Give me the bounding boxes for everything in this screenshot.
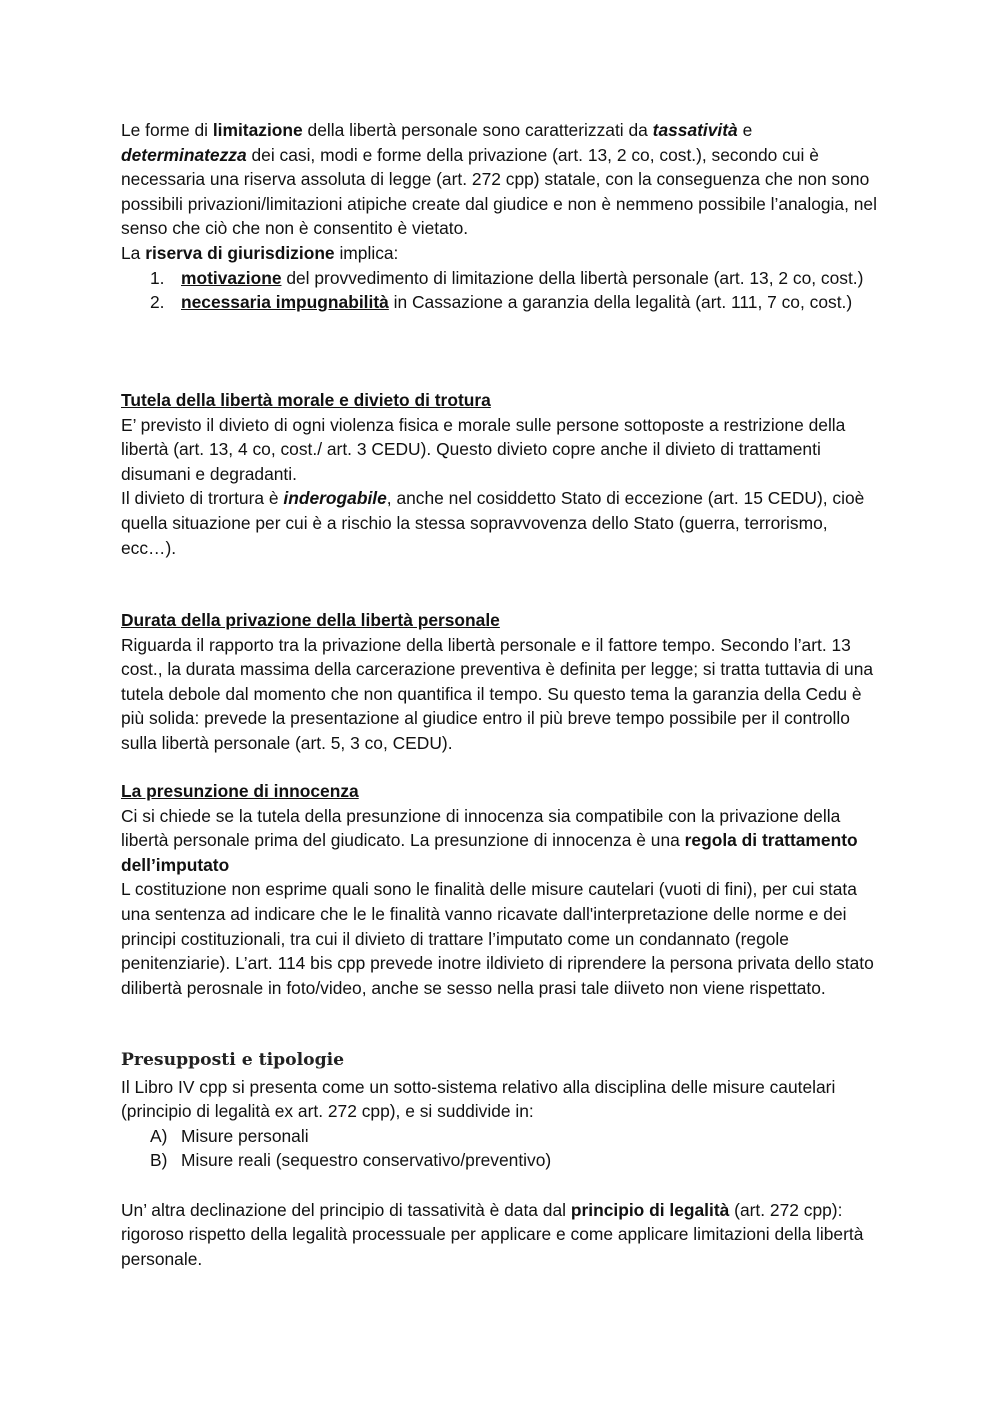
underlined-term: necessaria impugnabilità xyxy=(181,292,389,313)
paragraph: L costituzione non esprime quali sono le finalità delle misure cautelari (vuoti di fini), per cui stata una sentenza ad indicare che le le finalità vanno ricavate dall'interpretazione delle norme e dei principi costituzionali, tra cui il divieto di trattare l’imputato come un condannato (regole penitenziarie). L’art. 114 bis cpp prevede inotre ildivieto di riprendere la persona privata dello stato dilibertà perosnale in foto/video, anche se sesso nella prasi tale diiveto non viene rispettato. xyxy=(121,879,874,998)
bold-italic-term: inderogabile xyxy=(283,488,387,509)
text-run: Il divieto di trortura è xyxy=(121,488,284,509)
section-presupposti xyxy=(121,1047,881,1271)
text-run: Misure personali xyxy=(181,1125,309,1146)
section-presunzione xyxy=(121,779,881,1000)
lettered-list xyxy=(121,1124,881,1173)
bold-term: regola di trattamento dell’imputato xyxy=(121,830,858,875)
paragraph xyxy=(121,1198,881,1272)
section-heading: Durata della privazione della libertà personale xyxy=(121,610,500,630)
text-run: della libertà personale sono caratterizzati da xyxy=(302,120,653,140)
section-heading: Presupposti e tipologie xyxy=(121,1050,345,1070)
numbered-list xyxy=(121,266,881,315)
section-durata xyxy=(121,608,881,756)
intro-paragraph-2 xyxy=(121,241,881,266)
bold-term: principio di legalità xyxy=(570,1199,730,1220)
bold-italic-term: determinatezza xyxy=(121,144,247,165)
text-run: e xyxy=(737,120,753,140)
text-run: implica: xyxy=(334,242,399,263)
list-item xyxy=(121,1148,881,1173)
text-run: del provvedimento di limitazione della libertà personale (art. 13, 2 co, cost.) xyxy=(281,267,864,288)
underlined-term: motivazione xyxy=(181,267,282,288)
list-item xyxy=(121,266,881,291)
bold-term: riserva di giurisdizione xyxy=(145,242,335,263)
text-run: in Cassazione a garanzia della legalità (art. 111, 7 co, cost.) xyxy=(388,292,853,313)
paragraph: E’ previsto il divieto di ogni violenza fisica e morale sulle persone sottoposte a restrizione della libertà (art. 13, 4 co, cost./ art. 3 CEDU). Questo divieto copre anche il divieto di trattamenti disumani e degradanti. xyxy=(121,414,846,484)
text-run: La xyxy=(121,242,146,263)
text-run: Le forme di xyxy=(121,120,213,140)
list-number: 1. xyxy=(150,267,165,288)
list-number: 2. xyxy=(150,292,165,313)
intro-paragraph xyxy=(121,118,881,241)
section-morale xyxy=(121,388,881,560)
section-heading: Tutela della libertà morale e divieto di trotura xyxy=(121,390,491,410)
text-run: dei casi, modi e forme della privazione (art. 13, 2 co, cost.), secondo cui è necessaria una riserva assoluta di legge (art. 272 cpp) statale, con la conseguenza che non sono possibili privazioni/limitazioni atipiche create dal giudice e non è nemmeno possibile l’analogia, nel senso che ciò che non è consentito è vietato. xyxy=(121,144,877,239)
text-run: , anche nel cosiddetto Stato di eccezione (art. 15 CEDU), cioè quella situazione per cui è a rischio la stessa sopravvovenza dello Stato (guerra, terrorismo, ecc…). xyxy=(121,488,865,558)
section-heading: La presunzione di innocenza xyxy=(121,781,359,801)
intro-section xyxy=(121,118,881,315)
text-run: (art. 272 cpp): rigoroso rispetto della legalità processuale per applicare e come applicare limitazioni della libertà personale. xyxy=(121,1199,864,1269)
text-run: Ci si chiede se la tutela della presunzione di innocenza sia compatibile con la privazione della libertà personale prima del giudicato. La presunzione di innocenza è una xyxy=(121,805,841,851)
list-letter: A) xyxy=(150,1125,168,1146)
paragraph xyxy=(121,804,881,878)
list-item xyxy=(121,290,881,315)
paragraph: Riguarda il rapporto tra la privazione della libertà personale e il fattore tempo. Secondo l’art. 13 cost., la durata massima della carcerazione preventiva è definita per legge; si tratta tuttavia di una tutela debole dal momento che non quantifica il tempo. Su questo tema la garanzia della Cedu è più solida: prevede la presentazione al giudice entro il più breve tempo possibile per il controllo sulla libertà personale (art. 5, 3 co, CEDU). xyxy=(121,634,874,753)
paragraph: Il Libro IV cpp si presenta come un sotto-sistema relativo alla disciplina delle misure cautelari (principio di legalità ex art. 272 cpp), e si suddivide in: xyxy=(121,1076,836,1122)
text-run: Un’ altra declinazione del principio di tassatività è data dal xyxy=(121,1199,571,1220)
bold-term: limitazione xyxy=(212,120,303,140)
list-item xyxy=(121,1124,881,1149)
bold-italic-term: tassatività xyxy=(652,120,738,140)
paragraph xyxy=(121,486,881,560)
text-run: Misure reali (sequestro conservativo/preventivo) xyxy=(181,1150,552,1171)
list-letter: B) xyxy=(150,1150,168,1171)
